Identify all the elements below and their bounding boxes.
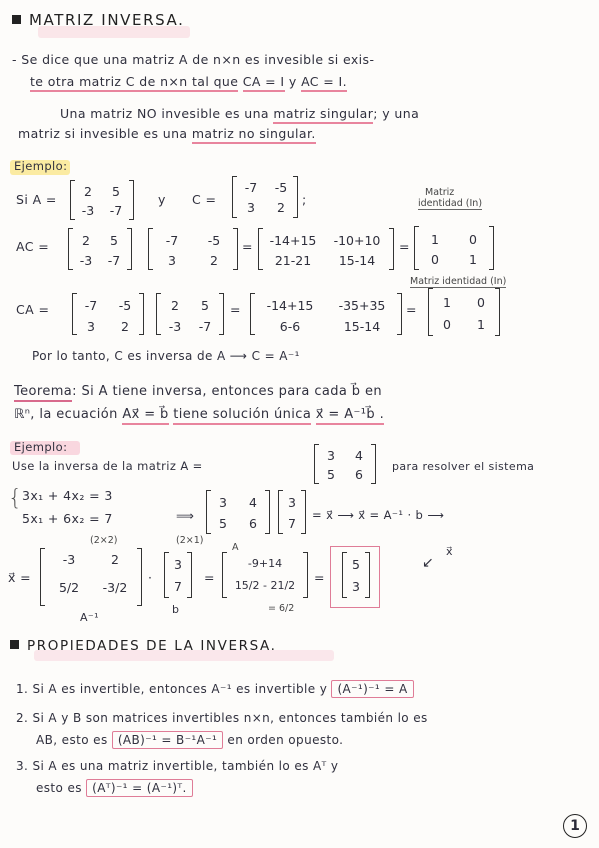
cell: 2: [171, 298, 179, 313]
identity-note-1b: identidad (In): [418, 198, 483, 209]
cell: 15-14: [338, 253, 376, 268]
theorem-line-1: Teorema: Si A tiene inversa, entonces para cada b⃗ en: [14, 385, 382, 398]
cell: 0: [469, 232, 477, 247]
rhs-expression: = x⃗ ⟶ x⃗ = A⁻¹ · b ⟶: [312, 508, 445, 522]
cell: 1: [443, 295, 451, 310]
cell: -9+14: [247, 557, 283, 570]
theorem-line-2: ℝⁿ, la ecuación Ax⃗ = b⃗ tiene solución única x⃗ = A⁻¹b⃗ .: [14, 408, 384, 421]
cell: 6: [249, 516, 257, 531]
vector-b-2: [164, 552, 192, 598]
cell: 5: [352, 557, 360, 572]
singular-line-1: Una matriz NO invesible es una matriz singular; y una: [60, 108, 419, 121]
cell: 5: [327, 467, 335, 482]
y-text: y: [158, 192, 166, 207]
cell: -5: [118, 298, 132, 313]
cell: 3: [174, 557, 182, 572]
cell: 7: [174, 579, 182, 594]
cell: 3: [219, 495, 227, 510]
conclusion: Por lo tanto, C es inversa de A ⟶ C = A⁻¹: [32, 349, 300, 363]
cell: 15/2 - 21/2: [234, 579, 296, 592]
matrix-C-3: [72, 293, 144, 335]
cell: 21-21: [274, 253, 312, 268]
vector-b: [278, 490, 306, 534]
section-title-matriz-inversa: MATRIZ INVERSA.: [12, 13, 184, 28]
cell: 15-14: [343, 319, 381, 334]
cell: 4: [249, 495, 257, 510]
matrix-A-inverse: [40, 548, 142, 606]
dot: ·: [148, 570, 153, 585]
matrix-A-system: [206, 490, 270, 534]
matrix-C-2: [148, 228, 238, 270]
cell: 2: [277, 200, 285, 215]
property-3-line-1: 3. Si A es una matriz invertible, también lo es Aᵀ y: [16, 759, 339, 773]
cell: -14+15: [266, 298, 314, 313]
cell: 3: [247, 200, 255, 215]
CA-label: CA =: [16, 302, 50, 317]
definition-line-2: te otra matriz C de n×n tal que CA = I y AC = I.: [30, 76, 347, 89]
cell: -35+35: [338, 298, 386, 313]
product-note: = 6/2: [268, 603, 295, 614]
cell: 3: [168, 253, 176, 268]
equals: =: [230, 302, 241, 317]
matrix-identity-2: [428, 288, 500, 336]
matrix-AC-product: [258, 228, 394, 270]
cell: 6: [355, 467, 363, 482]
x-vector-label: x⃗ =: [8, 570, 32, 585]
dimension-b: (2×1): [176, 535, 204, 546]
A-label: Si A =: [16, 192, 57, 207]
cell: -7: [84, 298, 98, 313]
equals: =: [314, 570, 325, 585]
cell: 1: [431, 232, 439, 247]
cell: 2: [84, 184, 92, 199]
example2-label: Ejemplo:: [14, 440, 68, 454]
cell: 1: [477, 317, 485, 332]
page-number: 1: [563, 814, 587, 838]
result-vector: [342, 552, 370, 598]
A-inverse-label: A⁻¹: [80, 611, 99, 624]
equation-1: 3x₁ + 4x₂ = 3: [22, 488, 113, 503]
cell: 2: [111, 552, 119, 567]
cell: 4: [355, 448, 363, 463]
AC-label: AC =: [16, 239, 50, 254]
cell: 0: [431, 252, 439, 267]
b-label: b: [172, 603, 180, 616]
property-3-line-2: esto es (Aᵀ)⁻¹ = (A⁻¹)ᵀ.: [36, 782, 193, 794]
definition-line-1: - Se dice que una matriz A de n×n es invesible si exis-: [12, 52, 375, 67]
cell: -7: [198, 319, 212, 334]
equals: =: [204, 570, 215, 585]
example-label: Ejemplo:: [14, 159, 68, 173]
cell: -7: [109, 203, 123, 218]
matrix-C: [232, 176, 298, 218]
bullet-icon: [12, 15, 21, 24]
brace: {: [8, 486, 23, 511]
cell: 5: [219, 516, 227, 531]
cell: -7: [107, 253, 121, 268]
cell: -3: [62, 552, 76, 567]
semicolon: ;: [302, 192, 307, 207]
cell: 6-6: [279, 319, 301, 334]
cell: -5: [274, 180, 288, 195]
identity-note-1a: Matriz: [425, 187, 455, 198]
x-note: x⃗: [446, 545, 453, 558]
cell: 5/2: [58, 580, 80, 595]
matrix-A-2: [68, 228, 132, 270]
matrix-A-3: [156, 293, 224, 335]
cell: -7: [244, 180, 258, 195]
cell: -3: [168, 319, 182, 334]
cell: 0: [443, 317, 451, 332]
example2-intro-b: para resolver el sistema: [392, 460, 535, 473]
identity-note-2: Matriz identidad (In): [410, 276, 507, 287]
cell: 3: [87, 319, 95, 334]
cell: 0: [477, 295, 485, 310]
cell: -14+15: [269, 233, 317, 248]
equation-2: 5x₁ + 6x₂ = 7: [22, 511, 113, 526]
equals: =: [399, 239, 410, 254]
example2-intro-a: Use la inversa de la matriz A =: [12, 459, 203, 473]
cell: 3: [288, 495, 296, 510]
cell: 2: [82, 233, 90, 248]
equals: =: [406, 302, 417, 317]
cell: -3/2: [102, 580, 128, 595]
singular-line-2: matriz si invesible es una matriz no singular.: [18, 128, 316, 141]
cell: 3: [352, 579, 360, 594]
implies-arrow: ⟹: [176, 508, 195, 523]
section-title-propiedades: PROPIEDADES DE LA INVERSA.: [10, 640, 277, 654]
cell: -3: [81, 203, 95, 218]
dimension-A: (2×2): [90, 535, 118, 546]
matrix-identity-1: [414, 226, 494, 270]
cell: 2: [121, 319, 129, 334]
product-vector: [222, 552, 308, 598]
A-mark: A: [232, 542, 239, 553]
cell: 3: [327, 448, 335, 463]
cell: 5: [112, 184, 120, 199]
cell: -10+10: [333, 233, 381, 248]
equals: =: [242, 239, 253, 254]
matrix-A: [70, 180, 134, 220]
cell: 2: [210, 253, 218, 268]
bullet-icon: [10, 640, 19, 649]
cell: 5: [201, 298, 209, 313]
matrix-A-example2: [314, 444, 376, 484]
arrow-left-icon: ↙: [422, 555, 435, 571]
cell: 5: [110, 233, 118, 248]
cell: -5: [207, 233, 221, 248]
cell: -7: [165, 233, 179, 248]
property-2-line-1: 2. Si A y B son matrices invertibles n×n, entonces también lo es: [16, 711, 428, 725]
cell: 1: [469, 252, 477, 267]
property-2-line-2: AB, esto es (AB)⁻¹ = B⁻¹A⁻¹ en orden opuesto.: [36, 733, 344, 747]
C-label: C =: [192, 192, 217, 207]
matrix-CA-product: [250, 293, 402, 335]
cell: 7: [288, 516, 296, 531]
cell: -3: [79, 253, 93, 268]
property-1: 1. Si A es invertible, entonces A⁻¹ es invertible y (A⁻¹)⁻¹ = A: [16, 683, 414, 695]
